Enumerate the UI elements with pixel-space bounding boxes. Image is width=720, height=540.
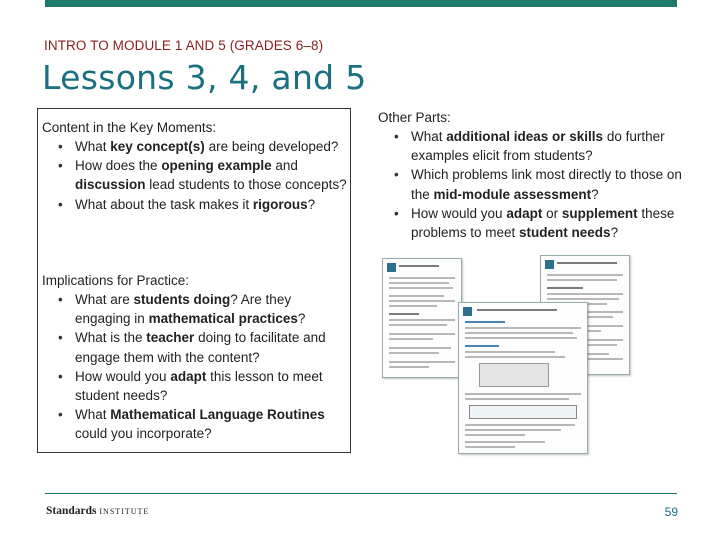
page-number: 59	[664, 505, 678, 519]
bullet-text: What	[75, 139, 111, 154]
bullet-text: ?	[610, 225, 619, 241]
bullet-item	[42, 137, 347, 156]
bullet-text: ?	[297, 311, 306, 327]
bullet-item	[42, 195, 347, 214]
emphasis-text: adapt	[506, 205, 543, 221]
other-parts-list	[378, 127, 683, 242]
bullet-item	[42, 328, 347, 366]
bullet-item	[42, 367, 347, 405]
emphasis-text: student needs	[519, 225, 611, 241]
emphasis-text: key concept(s)	[110, 139, 205, 154]
bullet-text: How would you	[75, 368, 171, 384]
bullet-text: are being developed?	[204, 139, 339, 154]
bullet-text: Which problems link most directly to those on the	[411, 167, 682, 202]
bullet-text: What	[411, 129, 447, 144]
bullet-text: What about the task makes it	[75, 196, 253, 212]
bullet-item	[378, 165, 683, 203]
key-moments-section	[42, 118, 347, 214]
top-accent-bar	[45, 0, 677, 7]
emphasis-text: adapt	[170, 368, 207, 384]
bullet-text: could you incorporate?	[75, 426, 212, 442]
emphasis-text: supplement	[561, 205, 638, 221]
bullet-text: doing to facilitate and engage them with the content?	[75, 330, 326, 365]
bullet-text: lead students to those concepts?	[145, 177, 347, 193]
emphasis-text: mid-module assessment	[433, 186, 592, 202]
bullet-text: or	[542, 205, 562, 221]
implications-heading: Implications for Practice:	[42, 273, 190, 288]
bullet-text: What are	[75, 292, 134, 307]
brand-name: Standards	[46, 505, 97, 517]
bullet-text: these problems to meet	[411, 205, 675, 241]
emphasis-text: additional ideas or skills	[446, 129, 604, 144]
lesson-thumbnail-center	[458, 302, 588, 454]
bullet-text: ?	[307, 196, 316, 212]
bullet-item	[42, 405, 347, 443]
bullet-text: do further examples elicit from students?	[411, 129, 665, 164]
emphasis-text: rigorous	[252, 196, 308, 212]
bullet-text: ?	[591, 186, 599, 202]
bullet-text: How would you	[411, 205, 507, 221]
emphasis-text: teacher	[146, 330, 195, 346]
bullet-text: and	[271, 158, 298, 174]
emphasis-text: opening example	[161, 158, 272, 174]
discussion-box	[37, 108, 351, 453]
emphasis-text: students doing	[133, 292, 231, 307]
implications-list	[42, 290, 347, 444]
bullet-item	[378, 127, 683, 165]
bullet-item	[378, 204, 683, 242]
lesson-thumbnail-left	[382, 258, 462, 378]
other-parts-section	[378, 108, 683, 242]
key-moments-list	[42, 137, 347, 214]
bullet-item	[42, 290, 347, 328]
bullet-text: ? Are they engaging in	[75, 292, 292, 327]
emphasis-text: discussion	[75, 177, 146, 193]
module-kicker: INTRO TO MODULE 1 AND 5 (GRADES 6–8)	[44, 38, 324, 53]
implications-section	[42, 271, 347, 444]
bullet-text: this lesson to meet student needs?	[75, 368, 323, 404]
slide-title: Lessons 3, 4, and 5	[42, 58, 367, 97]
standards-institute-logo	[46, 505, 149, 517]
bullet-item	[42, 156, 347, 194]
emphasis-text: mathematical practices	[148, 311, 298, 327]
bullet-text: What	[75, 407, 111, 423]
other-parts-heading: Other Parts:	[378, 110, 451, 125]
footer-rule	[45, 493, 677, 494]
brand-suffix: INSTITUTE	[99, 507, 150, 516]
key-moments-heading: Content in the Key Moments:	[42, 120, 217, 135]
emphasis-text: Mathematical Language Routines	[110, 407, 325, 423]
bullet-text: How does the	[75, 158, 162, 174]
bullet-text: What is the	[75, 330, 147, 346]
